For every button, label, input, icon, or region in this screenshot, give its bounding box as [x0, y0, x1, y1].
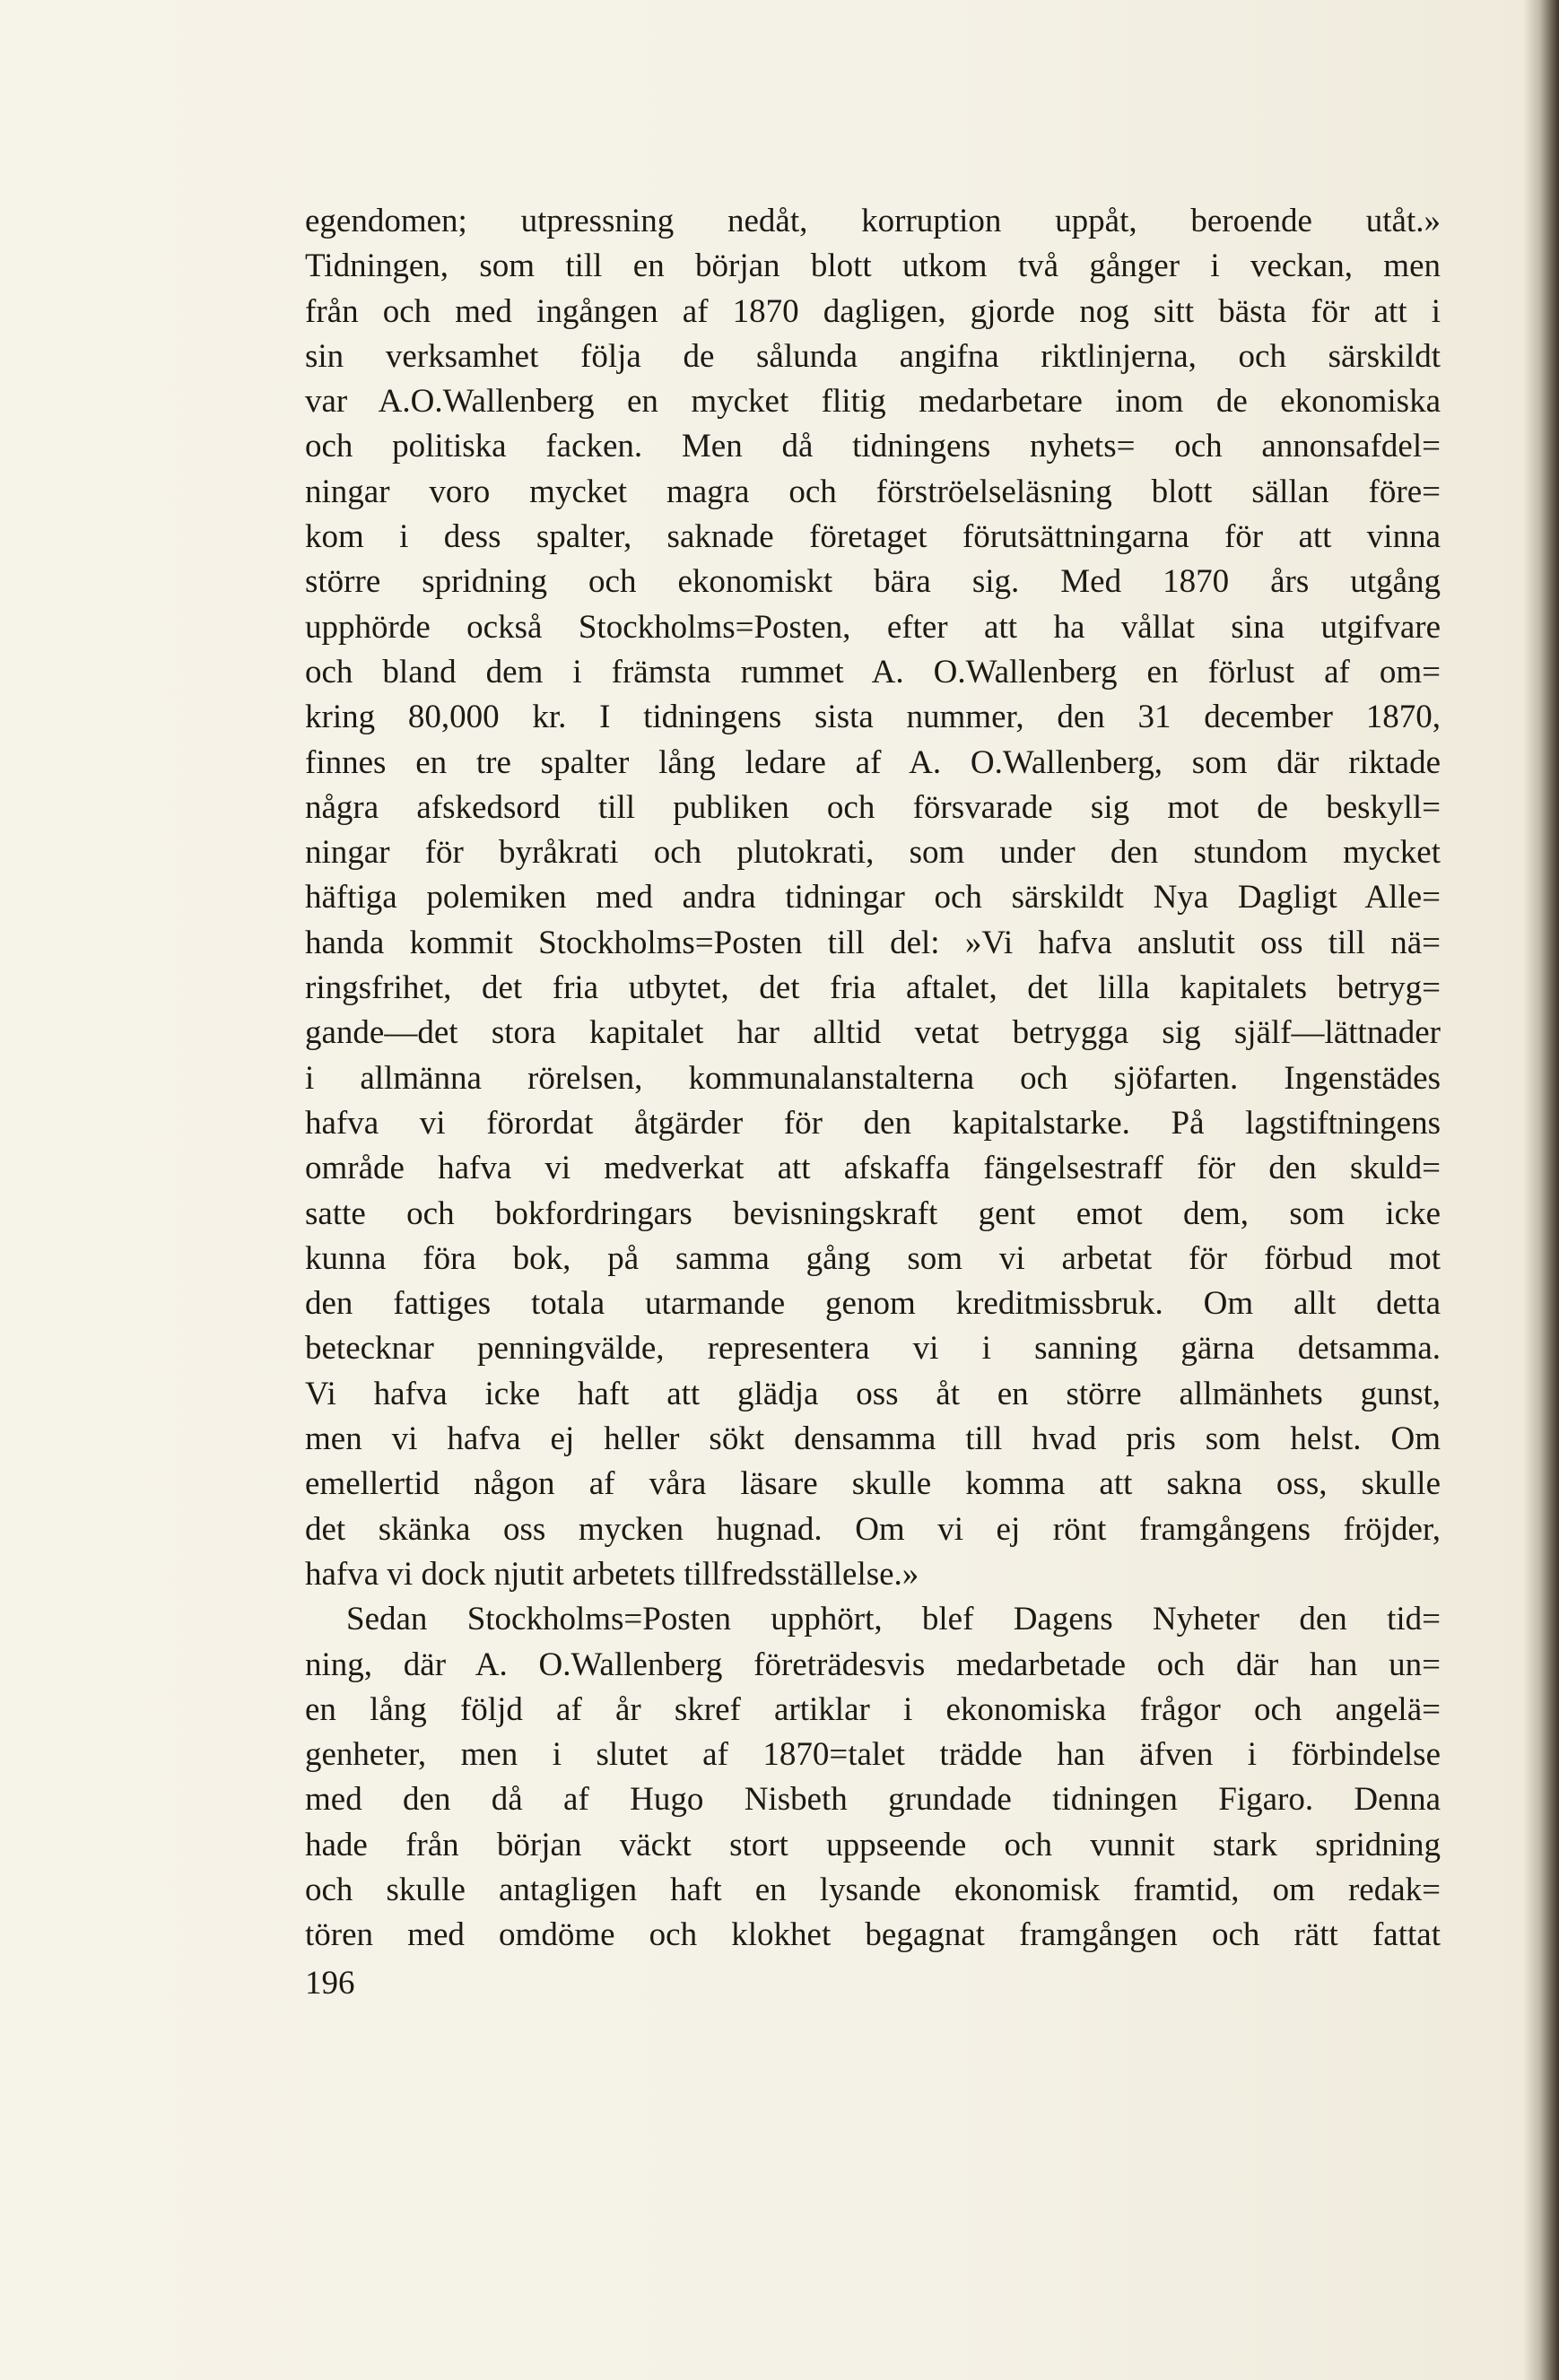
- text-line: den fattiges totala utarmande genom kreditmissbruk. Om allt detta: [305, 1285, 1441, 1323]
- text-line: område hafva vi medverkat att afskaffa fängelsestraff för den skuld=: [305, 1150, 1441, 1187]
- text-line: hade från början väckt stort uppseende och vunnit stark spridning: [305, 1826, 1441, 1863]
- text-line: men vi hafva ej heller sökt densamma till hvad pris som helst. Om: [305, 1420, 1441, 1458]
- text-line: och politiska facken. Men då tidningens nyhets= och annonsafdel=: [305, 428, 1441, 465]
- paragraph: [305, 1597, 1441, 1958]
- text-line: hafva vi förordat åtgärder för den kapitalstarke. På lagstiftningens: [305, 1104, 1441, 1142]
- body-text: [305, 199, 1441, 1959]
- text-line: häftiga polemiken med andra tidningar och särskildt Nya Dagligt Alle=: [305, 879, 1441, 916]
- text-line: emellertid någon af våra läsare skulle komma att sakna oss, skulle: [305, 1465, 1441, 1503]
- text-line: en lång följd af år skref artiklar i ekonomiska frågor och angelä=: [305, 1690, 1441, 1728]
- text-line: var A.O.Wallenberg en mycket flitig medarbetare inom de ekonomiska: [305, 383, 1441, 421]
- text-line: upphörde också Stockholms=Posten, efter att ha vållat sina utgifvare: [305, 608, 1441, 646]
- text-line: sin verksamhet följa de sålunda angifna riktlinjerna, och särskildt: [305, 337, 1441, 375]
- text-line: genheter, men i slutet af 1870=talet trädde han äfven i förbindelse: [305, 1736, 1441, 1774]
- text-line: ning, där A. O.Wallenberg företrädesvis medarbetade och där han un=: [305, 1646, 1441, 1683]
- text-line: Tidningen, som till en början blott utkom två gånger i veckan, men: [305, 248, 1441, 285]
- text-line: och skulle antagligen haft en lysande ekonomisk framtid, om redak=: [305, 1871, 1441, 1908]
- page-number: 196: [305, 1965, 355, 2002]
- text-line: finnes en tre spalter lång ledare af A. O.Wallenberg, som där riktade: [305, 743, 1441, 781]
- text-line: större spridning och ekonomiskt bära sig. Med 1870 års utgång: [305, 563, 1441, 601]
- text-line: det skänka oss mycken hugnad. Om vi ej rönt framgångens fröjder,: [305, 1510, 1441, 1548]
- text-line: kom i dess spalter, saknade företaget förutsättningarna för att vinna: [305, 518, 1441, 556]
- text-line: från och med ingången af 1870 dagligen, gjorde nog sitt bästa för att i: [305, 292, 1441, 330]
- text-line: ringsfrihet, det fria utbytet, det fria aftalet, det lilla kapitalets betryg=: [305, 969, 1441, 1007]
- text-line: med den då af Hugo Nisbeth grundade tidningen Figaro. Denna: [305, 1781, 1441, 1819]
- text-line: kunna föra bok, på samma gång som vi arbetat för förbud mot: [305, 1239, 1441, 1277]
- text-line: några afskedsord till publiken och försvarade sig mot de beskyll=: [305, 788, 1441, 826]
- paragraph: [305, 199, 1441, 1597]
- text-line: ningar för byråkrati och plutokrati, som under den stundom mycket: [305, 834, 1441, 872]
- text-line: i allmänna rörelsen, kommunalanstalterna och sjöfarten. Ingenstädes: [305, 1059, 1441, 1097]
- text-line: egendomen; utpressning nedåt, korruption uppåt, beroende utåt.»: [305, 203, 1441, 239]
- text-line: och bland dem i främsta rummet A. O.Wallenberg en förlust af om=: [305, 653, 1441, 691]
- text-line: Vi hafva icke haft att glädja oss åt en större allmänhets gunst,: [305, 1375, 1441, 1412]
- text-line: kring 80,000 kr. I tidningens sista nummer, den 31 december 1870,: [305, 699, 1441, 736]
- text-line: betecknar penningvälde, representera vi i sanning gärna detsamma.: [305, 1330, 1441, 1368]
- text-line: hafva vi dock njutit arbetets tillfredsställelse.»: [305, 1555, 919, 1593]
- text-line: gande—det stora kapitalet har alltid vetat betrygga sig själf—lättnader: [305, 1014, 1441, 1052]
- text-line: ningar voro mycket magra och förströelseläsning blott sällan före=: [305, 473, 1441, 510]
- text-line: tören med omdöme och klokhet begagnat framgången och rätt fattat: [305, 1916, 1441, 1954]
- text-line: handa kommit Stockholms=Posten till del: »Vi hafva anslutit oss till nä=: [305, 924, 1441, 961]
- page-edge-shadow: [1523, 0, 1559, 2380]
- text-line: Sedan Stockholms=Posten upphört, blef Dagens Nyheter den tid=: [346, 1601, 1441, 1638]
- text-line: satte och bokfordringars bevisningskraft gent emot dem, som icke: [305, 1194, 1441, 1232]
